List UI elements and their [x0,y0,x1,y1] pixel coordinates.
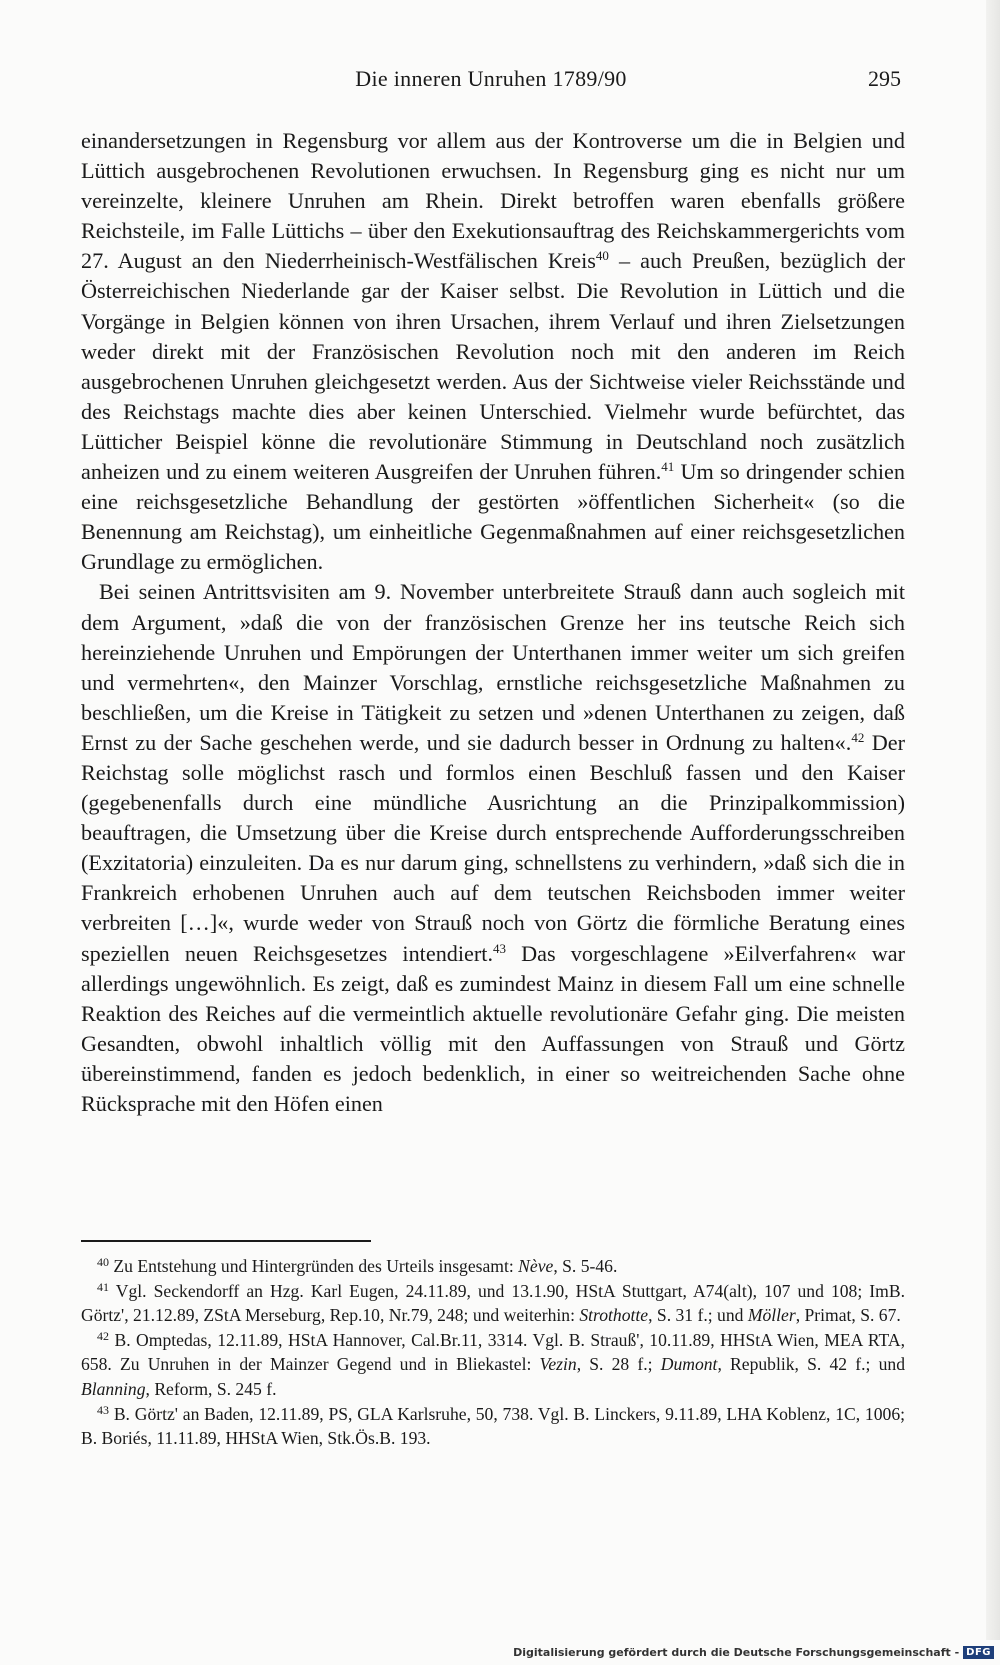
footnote-author: Möller [747,1305,796,1326]
footnote-author: Vezin [539,1354,577,1375]
page-header [81,66,901,106]
footnote-text: , S. 31 f.; und [648,1305,748,1326]
footnote-author: Dumont [660,1354,718,1375]
footnote-40 [81,1254,905,1279]
scan-edge [986,0,1000,1640]
page-number: 295 [868,66,901,91]
text-run: einandersetzungen in Regensburg vor allem aus der Kontroverse um die in Belgien und Lüttich ausgebrochenen Revolutionen erwuchsen. In Regensburg ging es nicht nur um vereinzelte, kleinere Unruhen am Rhein. Direkt betroffen waren ebenfalls größere Reichsteile, im Falle Lüttichs – über den Exekutionsauftrag des Reichskammergerichts vom 27. August an den Niederrheinisch-Westfälischen Kreis [81,128,905,274]
footnote-text: , Reform, S. 245 f. [145,1378,277,1399]
footnote-text: B. Görtz' an Baden, 12.11.89, PS, GLA Karlsruhe, 50, 738. Vgl. B. Linckers, 9.11.89, LHA Koblenz, 1C, 1006; B. Boriés, 11.11.89, HHStA Wien, Stk.Ös.B. 193. [81,1403,906,1449]
footnote-ref-42: 42 [851,729,865,745]
text-run: – auch Preußen, bezüglich der Österreichischen Niederlande gar der Kaiser selbst. Die Revolution in Lüttich und die Vorgänge in Belgien können von ihren Ursachen, ihrem Verlauf und ihren Zielsetzungen weder direkt mit der Französischen Revolution noch mit den anderen im Reich ausgebrochenen Unruhen gleichgesetzt werden. Aus der Sichtweise vieler Reichsstände und des Reichstags machte dies aber keinen Unterschied. Vielmehr wurde befürchtet, das Lütticher Beispiel könne die revolutionäre Stimmung in Deutschland noch zusätzlich anheizen und zu einem weiteren Ausgreifen der Unruhen führen. [81,248,905,485]
footnote-ref-40: 40 [595,248,609,264]
footnote-author: Strothotte [579,1305,649,1326]
footnote-42 [81,1328,905,1402]
text-run: Bei seinen Antrittsvisiten am 9. November unterbreitete Strauß dann auch sogleich mit dem Argument, »daß die von der französischen Grenze her ins teutsche Reich sich hereinziehende Unruhen und Empörungen der Unterthanen immer weiter um sich greifen und vermehrten«, den Mainzer Vorschlag, ernstliche reichsgesetzliche Maßnahmen zu beschließen, um die Kreise in Tätigkeit zu setzen und »denen Unterthanen zu zeigen, daß Ernst zu der Sache geschehen werde, und sie dadurch besser in Ordnung zu halten«. [81,579,905,755]
footnote-author: Blanning [81,1378,146,1399]
footnote-rule [81,1240,371,1242]
footnotes [81,1254,905,1451]
body-text [81,126,905,1119]
footnote-43 [81,1402,905,1451]
text-run: Der Reichstag solle möglichst rasch und formlos einen Beschluß fassen und den Kaiser (gegebenenfalls durch eine mündliche Ausrichtung an die Prinzipalkommission) beauftragen, die Umsetzung über die Kreise durch entsprechende Aufforderungsschreiben (Exzitatoria) einzuleiten. Da es nur darum ging, schnellstens zu verhindern, »daß sich die in Frankreich erhobenen Unruhen auch auf dem teutschen Reichsboden immer weiter verbreiten […]«, wurde weder von Strauß noch von Görtz die förmliche Beratung eines speziellen neuen Reichsgesetzes intendiert. [81,729,905,966]
footnote-number: 40 [97,1255,109,1269]
dfg-logo: DFG [963,1646,994,1659]
footnote-ref-41: 41 [661,459,675,475]
text-run: Das vorgeschlagene »Eilverfahren« war allerdings ungewöhnlich. Es zeigt, daß es zumindest Mainz in diesem Fall um eine schnelle Reaktion des Reiches auf die vermeintlich aktuelle revolutionäre Gefahr ging. Die meisten Gesandten, obwohl inhaltlich völlig mit den Auffassungen von Strauß und Görtz übereinstimmend, fanden es jedoch bedenklich, in einer so weitreichenden Sache ohne Rücksprache mit den Höfen einen [81,940,905,1116]
footnote-text: Vgl. Seckendorff an Hzg. Karl Eugen, 24.11.89, und 13.1.90, HStA Stuttgart, A74(alt), 107 und 108; ImB. Görtz', 21.12.89, ZStA Merseburg, Rep.10, Nr.79, 248; und weiterhin: [81,1280,905,1326]
footnote-text: , Primat, S. 67. [795,1305,901,1326]
footnote-text: Zu Entstehung und Hintergründen des Urteils insgesamt: [113,1256,519,1276]
credit-text: Digitalisierung gefördert durch die Deutsche Forschungsgemeinschaft - [513,1646,960,1659]
footnote-number: 42 [97,1328,109,1343]
footnote-text: B. Omptedas, 12.11.89, HStA Hannover, Cal.Br.11, 3314. Vgl. B. Strauß', 10.11.89, HHStA Wien, MEA RTA, 658. Zu Unruhen in der Mainzer Gegend und in Bliekastel: [81,1329,905,1375]
paragraph-2 [81,577,905,1119]
footnote-text: , S. 28 f.; [576,1354,661,1375]
digitization-credit [513,1646,994,1659]
footnote-41 [81,1279,905,1328]
footnote-ref-43: 43 [493,940,506,956]
paragraph-1 [81,126,905,577]
footnote-number: 41 [97,1279,109,1294]
footnote-author: Nève [518,1256,554,1276]
footnote-text: , S. 5-46. [553,1256,618,1276]
footnote-number: 43 [97,1402,109,1417]
footnote-text: , Republik, S. 42 f.; und [717,1354,905,1375]
running-head: Die inneren Unruhen 1789/90 [355,66,627,91]
text-run: Um so dringender schien eine reichsgesetzliche Behandlung der gestörten »öffentlichen Sicherheit« (so die Benennung am Reichstag), um einheitliche Gegenmaßnahmen auf einer reichsgesetzlichen Grundlage zu ermöglichen. [81,459,905,575]
